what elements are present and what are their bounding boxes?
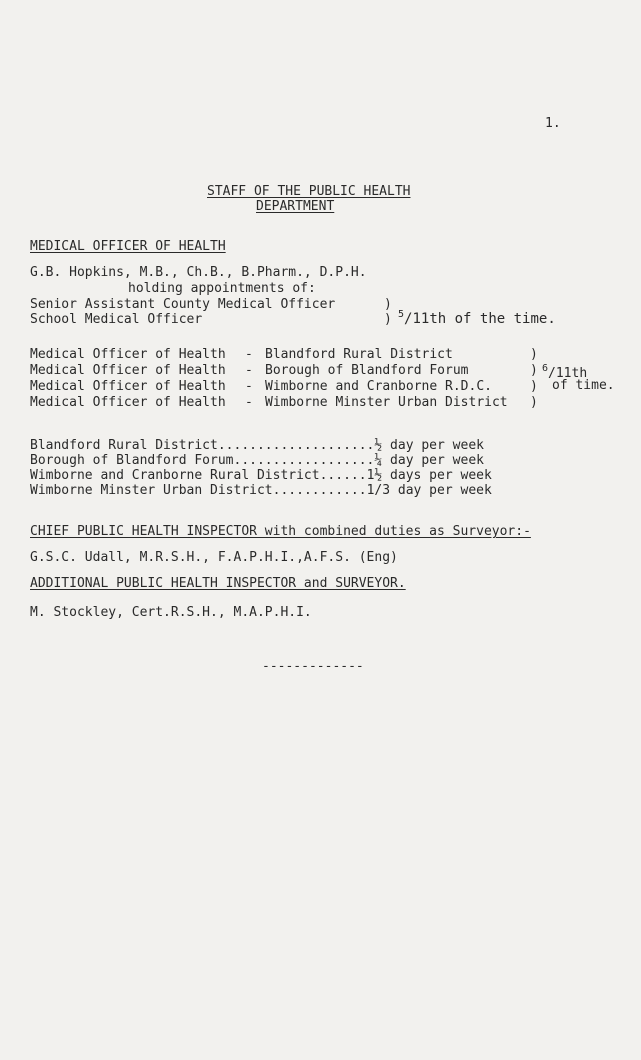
- allocation-place: Wimborne Minster Urban District: [30, 483, 273, 498]
- appointment-bracket: ) ): [384, 297, 392, 327]
- district-dash: -: [245, 379, 253, 394]
- district-time-fraction: [542, 363, 615, 393]
- district-dash: -: [245, 363, 253, 378]
- appointment-time-fraction: [398, 311, 556, 327]
- chief-inspector-name: G.S.C. Udall, M.R.S.H., F.A.P.H.I.,A.F.S. (Eng): [30, 550, 398, 565]
- allocation-unit: day per week: [390, 453, 484, 468]
- end-rule: -------------: [262, 659, 364, 674]
- allocation-amount: ¼: [374, 453, 383, 468]
- allocation-amount: ½: [374, 438, 383, 453]
- district-role: Medical Officer of Health: [30, 379, 226, 394]
- allocation-dots: ............: [272, 483, 367, 498]
- page-number: 1.: [545, 116, 561, 131]
- allocation-place: Wimborne and Cranborne Rural District: [30, 468, 320, 483]
- allocation-unit: days per week: [390, 468, 492, 483]
- allocation-amount: 1/3: [366, 483, 391, 498]
- district-bracket: ) ) ) ): [530, 347, 538, 410]
- district-dash: -: [245, 395, 253, 410]
- additional-inspector-title: ADDITIONAL PUBLIC HEALTH INSPECTOR and SURVEYOR.: [30, 576, 406, 591]
- appointment-fraction-numerator: 5: [398, 309, 405, 320]
- appointment-fraction-rest: /11th of the time.: [404, 311, 556, 327]
- allocation-dots: ....................: [217, 438, 375, 453]
- allocation-row: [30, 468, 492, 483]
- district-fraction-tail: of time.: [552, 378, 615, 393]
- allocation-row: [30, 483, 492, 498]
- district-role: Medical Officer of Health: [30, 347, 226, 362]
- allocation-row: [30, 453, 484, 468]
- allocation-unit: day per week: [397, 483, 492, 498]
- district-role: Medical Officer of Health: [30, 363, 226, 378]
- district-fraction-numerator: 6: [542, 363, 549, 374]
- moh-holding: holding appointments of:: [128, 281, 316, 296]
- chief-inspector-title: CHIEF PUBLIC HEALTH INSPECTOR with combined duties as Surveyor:-: [30, 524, 531, 539]
- district-name: Borough of Blandford Forum: [265, 363, 469, 378]
- allocation-dots: ..................: [233, 453, 375, 468]
- appointment-senior: Senior Assistant County Medical Officer: [30, 297, 336, 312]
- district-name: Wimborne and Cranborne R.D.C.: [265, 379, 492, 394]
- district-role: Medical Officer of Health: [30, 395, 226, 410]
- moh-section-title: MEDICAL OFFICER OF HEALTH: [30, 239, 226, 254]
- district-name: Blandford Rural District: [265, 347, 453, 362]
- district-dash: -: [245, 347, 253, 362]
- district-fraction-denominator: /11th: [548, 366, 588, 381]
- allocation-place: Blandford Rural District: [30, 438, 218, 453]
- heading-line-2: DEPARTMENT: [256, 199, 335, 214]
- heading-line-1: STAFF OF THE PUBLIC HEALTH: [207, 184, 411, 199]
- allocation-unit: day per week: [390, 438, 484, 453]
- allocation-dots: ......: [319, 468, 367, 483]
- district-name: Wimborne Minster Urban District: [265, 395, 508, 410]
- additional-inspector-name: M. Stockley, Cert.R.S.H., M.A.P.H.I.: [30, 605, 312, 620]
- appointment-school: School Medical Officer: [30, 312, 203, 327]
- allocation-row: [30, 438, 484, 453]
- allocation-place: Borough of Blandford Forum: [30, 453, 234, 468]
- allocation-amount: 1½: [366, 468, 383, 483]
- moh-name: G.B. Hopkins, M.B., Ch.B., B.Pharm., D.P.H.: [30, 265, 367, 280]
